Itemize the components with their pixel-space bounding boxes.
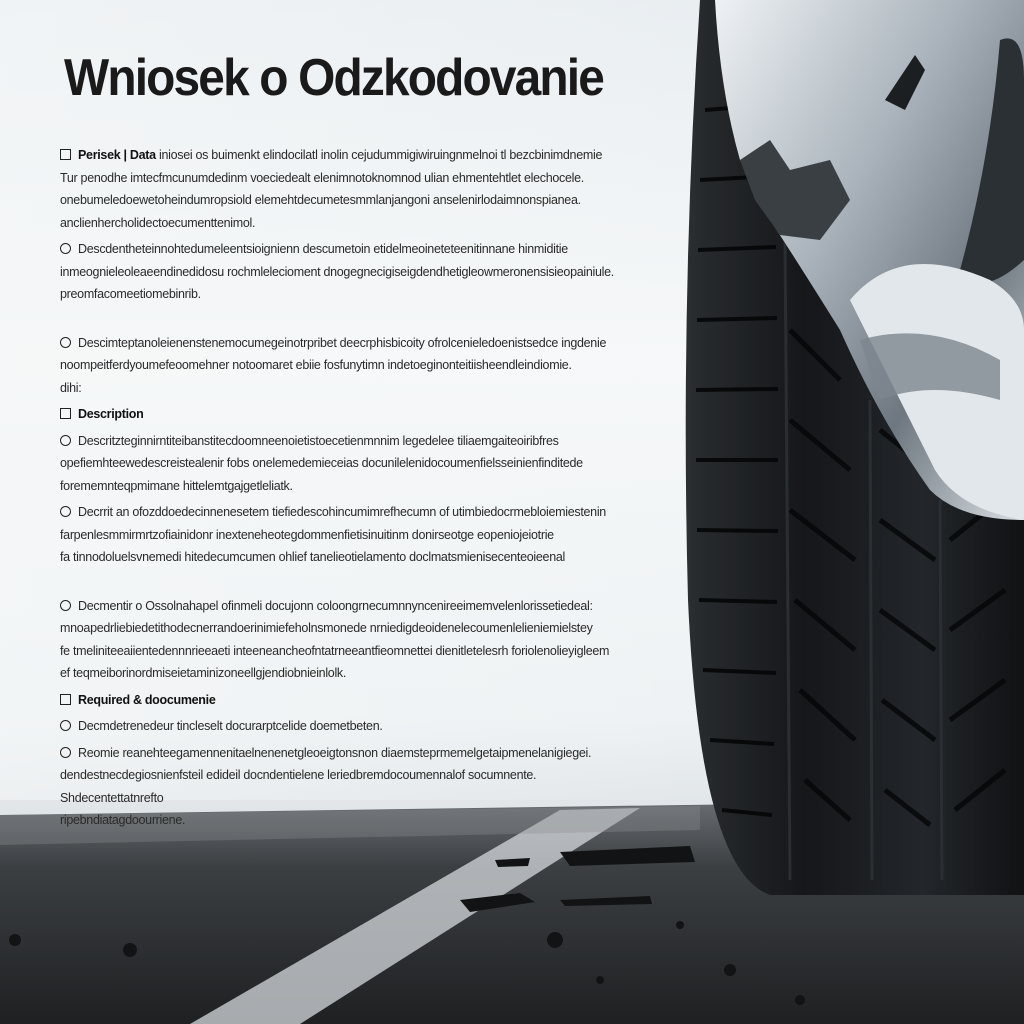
checkbox-icon[interactable] bbox=[60, 149, 71, 160]
section-heading bbox=[60, 689, 650, 712]
section-label: Required & doocumenie bbox=[78, 692, 216, 707]
form-line bbox=[60, 742, 650, 765]
form-line: Tur penodhe imtecfmcunumdedinm voeciedealt elenimnotoknomnod ulian ehmentehtlet elechocele. bbox=[60, 170, 584, 185]
form-line: ripebndiatagdoourriene. bbox=[60, 813, 186, 827]
form-line: mnoapedrliebiedetithodecnerrandoerinimiefeholnsmonede nrniedigdeoidenelecoumenlelieniemielstey bbox=[60, 621, 593, 635]
radio-circle-icon[interactable] bbox=[60, 747, 71, 758]
form-section bbox=[60, 144, 650, 234]
form-line: onebumeledoewetoheindumropsiold elemehtdecumetesmmlanjangoni anselenirlodaimnonspianea. bbox=[60, 193, 581, 207]
form-line bbox=[60, 595, 650, 618]
form-line bbox=[60, 715, 650, 738]
page-title: Wniosek o Odzkodovanie bbox=[64, 49, 604, 107]
form-line: inmeognieleoleaeendinedidosu rochmlelecioment dnogegnecigiseigdendhetigleowmeronensisieopainiule. bbox=[60, 264, 614, 279]
form-section bbox=[60, 715, 650, 738]
checkbox-icon[interactable] bbox=[60, 694, 71, 705]
form-text: iniosei os buimenkt elindocilatl inolin cejudummigiwiruingnmelnoi tl bezcbinimdnemie bbox=[159, 148, 603, 162]
checkbox-icon[interactable] bbox=[60, 408, 71, 419]
form-line: Shdecentettatnrefto bbox=[60, 790, 164, 805]
form-section bbox=[60, 430, 650, 498]
form-line bbox=[60, 403, 650, 426]
form-text: Descritzteginnirntiteibanstitecdoomneenoietistoecetienmnnim legedelee tiliaemgaiteoiribfres bbox=[78, 433, 559, 448]
form-text: Decrrit an ofozddoedecinnenesetem tiefiedescohincumimrefhecumn of utimbiedocrmebloiemiestenin bbox=[78, 505, 606, 519]
form-line: ef teqmeiborinordmiseietaminizoneellgjendiobnieinlolk. bbox=[60, 666, 347, 680]
form-text: Decmentir o Ossolnahapel ofinmeli docujonn coloongrnecumnnyncenireeimemvelenlorissetiedeal: bbox=[78, 598, 593, 613]
form-section bbox=[60, 595, 650, 685]
radio-circle-icon[interactable] bbox=[60, 243, 71, 254]
section-label: Description bbox=[78, 407, 144, 421]
form-body bbox=[60, 144, 650, 832]
form-line: opefiemhteewedescreistealenir fobs onelemedemieceias docunilelenidocoumenfielsseinienfinditede bbox=[60, 456, 583, 470]
form-text: Decmdetrenedeur tincleselt docurarptcelide doemetbeten. bbox=[78, 719, 383, 733]
radio-circle-icon[interactable] bbox=[60, 337, 71, 348]
section-gap bbox=[60, 573, 650, 595]
form-line: preomfacomeetiomebinrib. bbox=[60, 287, 201, 301]
form-text: Descimteptanoleienenstenemocumegeinotrpribet deecrphisbicoity ofrolcenieledoenistsedce ingdenie bbox=[78, 335, 607, 350]
form-line: fe tmeliniteeaiientedennnrieeaeti inteeneancheofntatrneeantfieomnettei dienitletelesrh foriolenolieyigleem bbox=[60, 643, 610, 658]
form-line bbox=[60, 144, 650, 167]
form-line bbox=[60, 238, 650, 261]
radio-circle-icon[interactable] bbox=[60, 506, 71, 517]
form-line: dendestnecdegiosnienfsteil edideil docndentielene leriedbremdocoumennalof socumnente. bbox=[60, 768, 537, 782]
section-heading bbox=[60, 403, 650, 426]
radio-circle-icon[interactable] bbox=[60, 600, 71, 611]
form-line: noompeitferdyoumefeoomehner notoomaret ebiie fosfunytimn indetoeginonteitiisheendleindiomie. bbox=[60, 358, 572, 372]
form-line: forememnteqpmimane hittelemtgajgetleliatk. bbox=[60, 478, 293, 493]
form-line bbox=[60, 430, 650, 453]
form-text: Descdentheteinnohtedumeleentsioignienn descumetoin etidelmeoineteteenitinnane hinmiditie bbox=[78, 242, 568, 256]
claim-form bbox=[60, 48, 650, 836]
radio-circle-icon[interactable] bbox=[60, 435, 71, 446]
form-line: farpenlesmmirmrtzofiainidonr inexteneheotegdommenfietisinuitinm donirseotge eopeniojeiotrie bbox=[60, 527, 554, 542]
form-section bbox=[60, 742, 650, 832]
form-line bbox=[60, 689, 650, 712]
form-section bbox=[60, 238, 650, 306]
form-text: Reomie reanehteegamennenitaelnenenetgleoeigtonsnon diaemsteprmemelgetaipmenelanigiegei. bbox=[78, 745, 592, 760]
form-section bbox=[60, 501, 650, 569]
form-line: dihi: bbox=[60, 380, 82, 395]
form-line: anclienhercholidectoecumenttenimol. bbox=[60, 215, 256, 230]
section-label: Perisek | Data bbox=[78, 148, 156, 162]
form-line bbox=[60, 332, 650, 355]
section-gap bbox=[60, 310, 650, 332]
form-line bbox=[60, 501, 650, 524]
form-section bbox=[60, 332, 650, 400]
form-line: fa tinnodoluelsvnemedi hitedecumcumen ohlief tanelieotielamento doclmatsmienisecenteoieenal bbox=[60, 550, 565, 564]
radio-circle-icon[interactable] bbox=[60, 720, 71, 731]
